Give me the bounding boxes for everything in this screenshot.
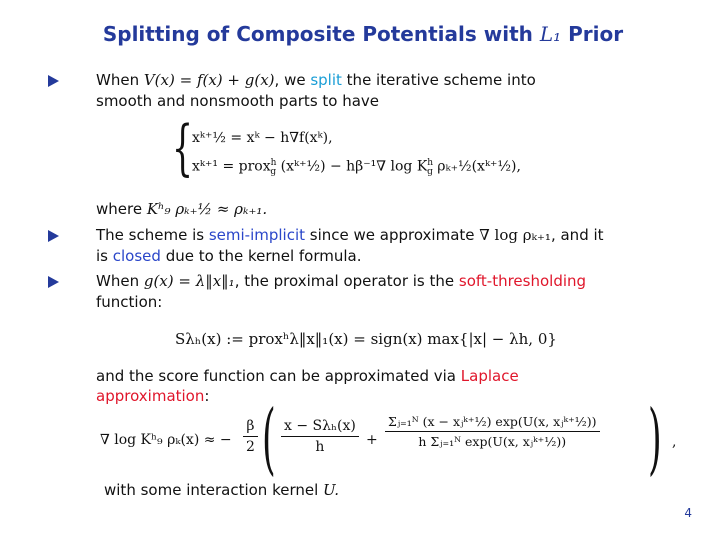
score-comma: , xyxy=(672,434,677,450)
title-math: L₁ xyxy=(539,22,562,46)
bullet3-math: g(x) = λ‖x‖₁ xyxy=(143,272,235,290)
shrink-fraction xyxy=(281,418,359,455)
bullet1-post: the iterative scheme into xyxy=(341,71,536,89)
kernel-note xyxy=(104,481,339,499)
kernel-den: h Σⱼ₌₁ᴺ exp(U(x, xⱼᵏ⁺½)) xyxy=(418,434,567,449)
bullet-soft-threshold xyxy=(70,271,660,313)
bullet2-line2-post: due to the kernel formula. xyxy=(160,247,362,265)
scheme-line-1 xyxy=(192,130,333,146)
bullet1-line2: smooth and nonsmooth parts to have xyxy=(96,92,380,110)
scheme-line2-b: (xᵏ⁺½) − hβ⁻¹∇ log K xyxy=(280,158,428,175)
score-intro-pre: and the score function can be approximated via xyxy=(96,367,461,385)
where-pre: where xyxy=(96,200,147,218)
kernel-fraction xyxy=(385,414,600,449)
soft-threshold-equation xyxy=(175,330,557,348)
bullet3-mid: , the proximal operator is the xyxy=(234,272,459,290)
left-paren-icon: ( xyxy=(262,394,276,484)
bullet3-line2: function: xyxy=(96,293,163,311)
title-suffix: Prior xyxy=(568,22,624,46)
where-math: Kʰ₉ ρₖ₊½ ≈ ρₖ₊₁. xyxy=(146,200,268,218)
title-prefix: Splitting of Composite Potentials with xyxy=(102,22,533,46)
scheme-line2-a: xᵏ⁺¹ = prox xyxy=(192,158,271,175)
left-brace-icon: { xyxy=(172,113,194,183)
beta-fraction xyxy=(243,418,258,455)
page-number: 4 xyxy=(684,506,692,520)
bullet-split xyxy=(70,70,660,112)
approximation-highlight: approximation xyxy=(96,387,205,405)
scheme-line-2: xᵏ⁺¹ = prox$^h_g$ (xᵏ⁺½) − hβ⁻¹∇ $\log K^h_g$ ρₖ₊½(xᵏ⁺½), xyxy=(192,158,521,178)
bullet-triangle-icon xyxy=(48,276,59,288)
kernel-note-math: U. xyxy=(323,481,340,499)
bullet2-pre: The scheme is xyxy=(96,226,209,244)
score-lhs: ∇ log Kʰ₉ ρₖ(x) ≈ − xyxy=(100,432,232,448)
slide-title xyxy=(0,22,726,46)
bullet1-pre: When xyxy=(96,71,144,89)
bullet2-math: ∇ log ρₖ₊₁ xyxy=(479,226,551,244)
soft-threshold-text: Sλₕ(x) := proxʰλ‖x‖₁(x) = sign(x) max{|x| − λh, 0} xyxy=(175,330,557,348)
right-paren-icon: ) xyxy=(648,394,662,484)
bullet-triangle-icon xyxy=(48,75,59,87)
shrink-den: h xyxy=(315,439,325,455)
closed-highlight: closed xyxy=(112,247,161,265)
shrink-num: x − Sλₕ(x) xyxy=(281,418,359,437)
soft-thresholding-highlight: soft-thresholding xyxy=(458,272,587,290)
bullet2-mid: since we approximate xyxy=(305,226,480,244)
bullet3-pre: When xyxy=(96,272,144,290)
bullet2-line2-pre: is xyxy=(96,247,113,265)
beta-num: β xyxy=(243,418,257,437)
semi-implicit-highlight: semi-implicit xyxy=(208,226,305,244)
score-intro xyxy=(96,366,596,406)
split-highlight: split xyxy=(310,71,342,89)
bullet1-mid: , we xyxy=(274,71,311,89)
beta-den: 2 xyxy=(246,439,255,455)
scheme-line1-text: xᵏ⁺½ = xᵏ − h∇f(xᵏ), xyxy=(192,130,333,146)
plus-sign: + xyxy=(366,432,378,448)
bullet2-post: , and it xyxy=(550,226,604,244)
bullet-semi-implicit xyxy=(70,225,660,267)
bullet-triangle-icon xyxy=(48,230,59,242)
kernel-num: Σⱼ₌₁ᴺ (x − xⱼᵏ⁺½) exp(U(x, xⱼᵏ⁺½)) xyxy=(385,414,600,432)
kernel-note-pre: with some interaction kernel xyxy=(104,481,324,499)
scheme-line2-c: ρₖ₊½(xᵏ⁺½), xyxy=(437,158,521,175)
where-line xyxy=(96,200,267,218)
score-intro-post: : xyxy=(204,387,210,405)
bullet1-math: V(x) = f(x) + g(x) xyxy=(143,71,275,89)
laplace-highlight: Laplace xyxy=(460,367,519,385)
